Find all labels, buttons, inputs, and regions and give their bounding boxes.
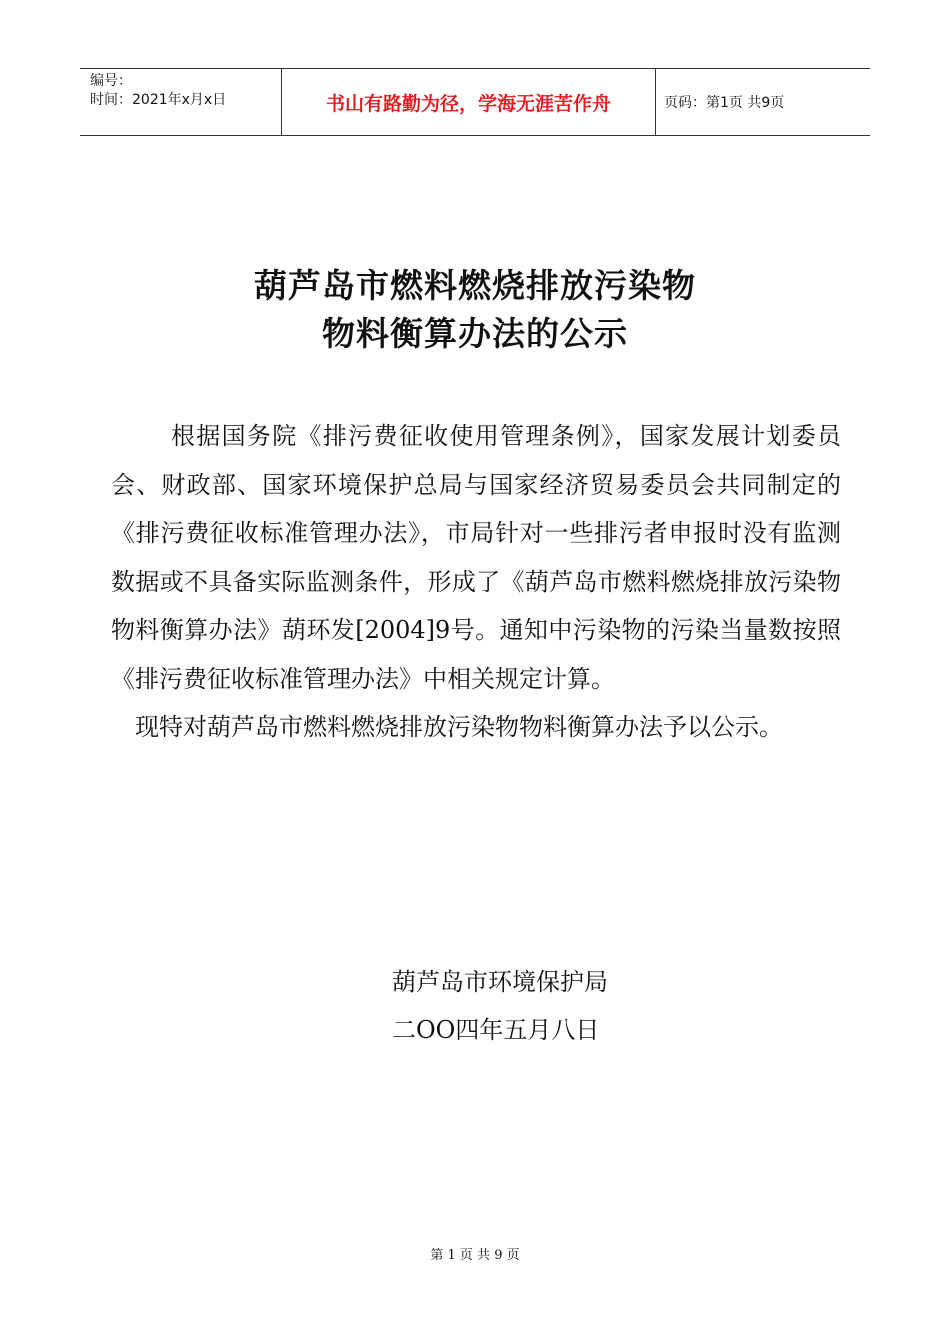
signature-block — [392, 958, 608, 1054]
document-body — [111, 412, 841, 752]
header-meta — [80, 69, 282, 135]
body-paragraph-2: 现特对葫芦岛市燃料燃烧排放污染物物料衡算办法予以公示。 — [135, 713, 783, 741]
signature-date: 二OO四年五月八日 — [392, 1016, 600, 1044]
signature-org: 葫芦岛市环境保护局 — [392, 968, 608, 996]
header-motto: 书山有路勤为径，学海无涯苦作舟 — [282, 69, 656, 135]
serial-number-label: 编号： — [90, 73, 132, 89]
header-page-info: 页码：第1页 共9页 — [664, 95, 785, 111]
body-paragraph-1: 根据国务院《排污费征收使用管理条例》，国家发展计划委员会、财政部、国家环境保护总局与国家经济贸易委员会共同制定的《排污费征收标准管理办法》，市局针对一些排污者申报时没有监测数据或不具备实际监测条件，形成了《葫芦岛市燃料燃烧排放污染物物料衡算办法》葫环发[2004]9号。通知中污染物的污染当量数按照《排污费征收标准管理办法》中相关规定计算。 — [111, 422, 841, 693]
title-line-1: 葫芦岛市燃料燃烧排放污染物 — [254, 266, 696, 305]
time-label: 时间：2021年x月x日 — [90, 92, 227, 108]
document-title — [0, 262, 950, 358]
title-line-2: 物料衡算办法的公示 — [322, 314, 628, 353]
page-footer: 第 1 页 共 9 页 — [430, 1248, 520, 1263]
document-header — [80, 68, 870, 136]
